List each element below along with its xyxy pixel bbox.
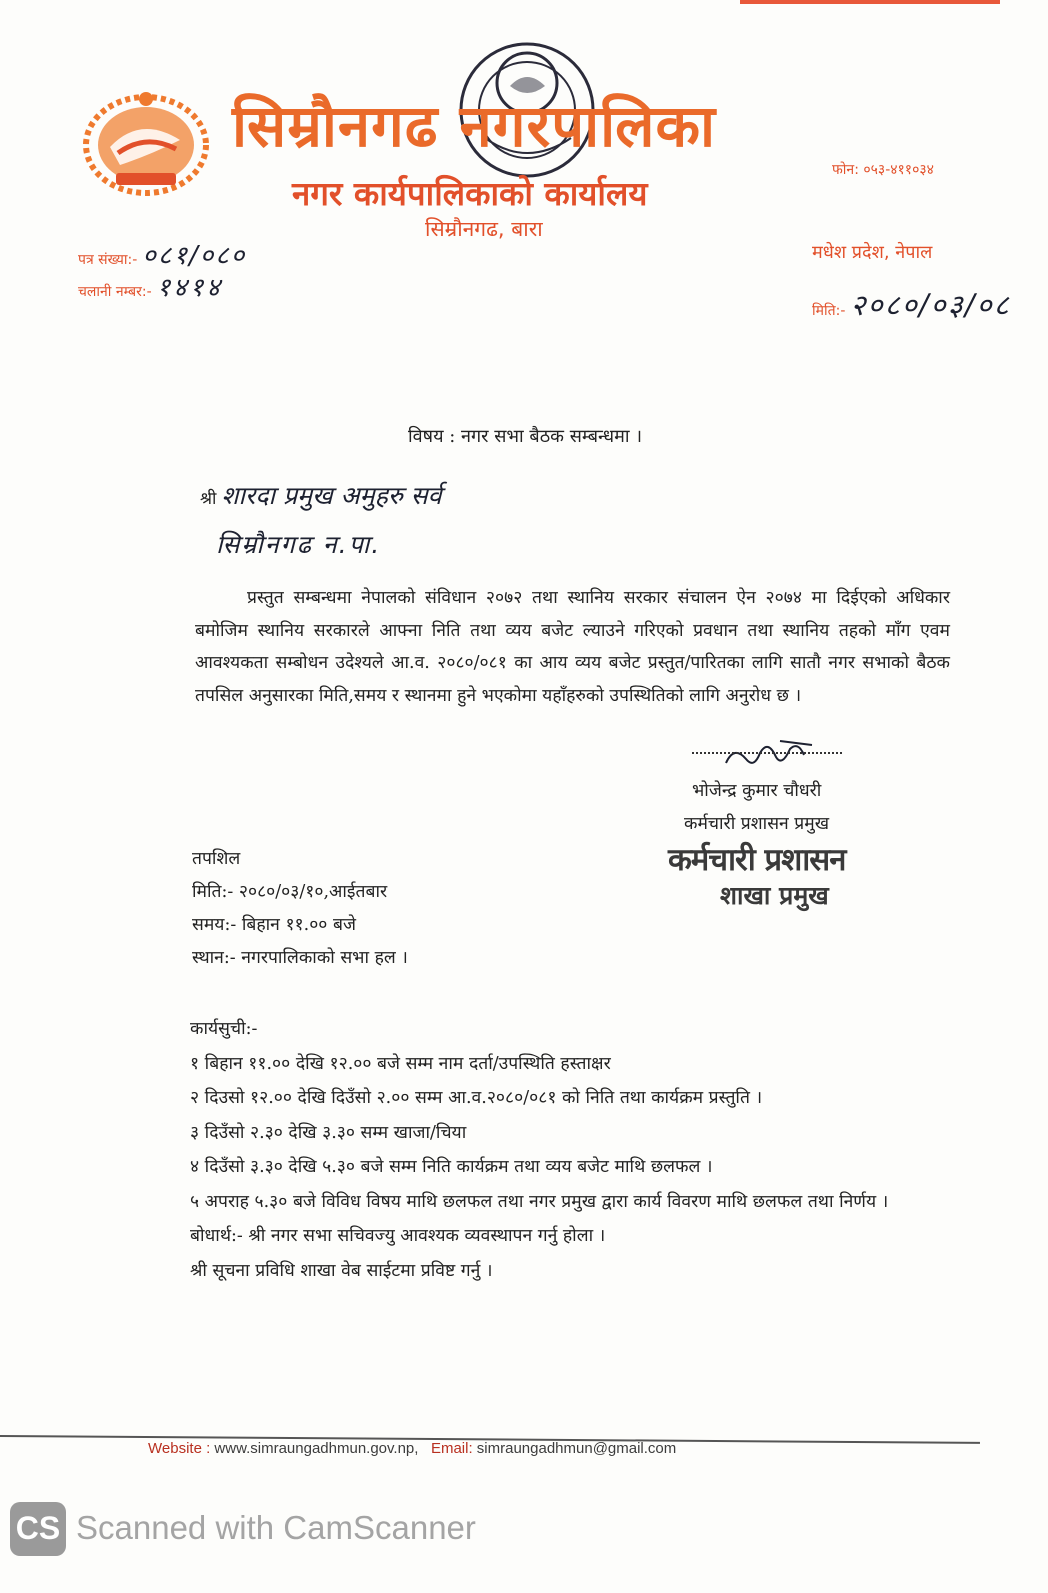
letter-number-label: पत्र संख्या:- [78,252,138,268]
schedule-venue: स्थान:- नगरपालिकाको सभा हल । [192,948,408,968]
office-stamp-line1: कर्मचारी प्रशासन [668,842,846,878]
office-subtitle: नगर कार्यपालिकाको कार्यालय [292,174,648,213]
camscanner-watermark: Scanned with CamScanner [76,1509,476,1546]
office-place: सिम्रौनगढ, बारा [425,217,543,241]
addressee-place-line [216,527,381,561]
office-stamp-line2: शाखा प्रमुख [720,881,829,910]
signer-title: कर्मचारी प्रशासन प्रमुख [684,814,830,834]
cc-note: बोधार्थ:- श्री नगर सभा सचिवज्यु आवश्यक व्यवस्थापन गर्नु होला । [190,1226,606,1246]
agenda-item: ५ अपराह ५.३० बजे विविध विषय माथि छलफल तथा नगर प्रमुख द्वारा कार्य विवरण माथि छलफल तथा निर्णय । [190,1191,889,1212]
municipality-title: सिम्रौनगढ नगरपालिका [232,92,717,160]
email-label: Email: [430,1440,473,1457]
camscanner-logo-icon [10,1502,66,1556]
top-edge-stripe [740,0,1000,4]
dispatch-number-row [78,268,223,304]
phone-number: फोन: ०५३-४११०३४ [832,162,934,178]
nepal-emblem-icon [80,85,212,197]
letter-date-row [812,285,1011,324]
signature-dotted-line [692,752,842,754]
addressee-name: शारदा प्रमुख अमुहरु सर्व [221,481,442,510]
province-name: मधेश प्रदेश, नेपाल [812,242,933,263]
cc-note: श्री सूचना प्रविधि शाखा वेब साईटमा प्रविष्ट गर्नु । [190,1260,493,1281]
letter-date-value: २०८०/०३/०८ [850,288,1011,322]
email-link[interactable]: simraungadhmun@gmail.com [476,1440,677,1457]
schedule-date: मिति:- २०८०/०३/१०,आईतबार [192,882,388,902]
schedule-heading: तपशिल [192,849,241,869]
agenda-item: १ बिहान ११.०० देखि १२.०० बजे सम्म नाम दर्ता/उपस्थिति हस्ताक्षर [190,1053,611,1074]
addressee-prefix: श्री [200,489,217,509]
addressee-place: सिम्रौनगढ न.पा. [216,530,382,559]
body-paragraph-text: प्रस्तुत सम्बन्धमा नेपालको संविधान २०७२ तथा स्थानिय सरकार संचालन ऐन २०७४ मा दिईएको अधिकार बमोजिम स्थानिय सरकारले आफ्ना निति तथा व्यय बजेट ल्याउने गरिएको प्रवधान तथा स्थानिय तहको माँग एवम आवश्यकता सम्बोधन उदेश्यले आ.व. २०८०/०८१ का आय व्यय बजेट प्रस्तुत/पारितका लागि सातौ नगर सभाको बैठक तपसिल अनुसारका मिति,समय र स्थानमा हुने भएकोमा यहाँहरुको उपस्थितिको लागि अनुरोध छ । [195,588,950,706]
letter-number-row [78,236,246,272]
letter-date-label: मिति:- [812,303,846,319]
website-label: Website : [148,1440,211,1457]
agenda-item: ३ दिउँसो २.३० देखि ३.३० सम्म खाजा/चिया [190,1122,467,1143]
agenda-item: ४ दिउँसो ३.३० देखि ५.३० बजे सम्म निति कार्यक्रम तथा व्यय बजेट माथि छलफल । [190,1157,713,1177]
signature-scribble-icon [720,735,820,773]
letter-subject: विषय : नगर सभा बैठक सम्बन्धमा । [408,426,643,447]
addressee-line [200,478,442,512]
agenda-heading: कार्यसुची:- [190,1019,258,1039]
letter-footer [148,1440,676,1457]
agenda-section [190,1012,950,1288]
camscanner-badge-text: CS [15,1510,61,1546]
dispatch-number-label: चलानी नम्बर:- [78,284,152,300]
schedule-time: समय:- बिहान ११.०० बजे [192,915,356,935]
body-paragraph [195,582,950,712]
agenda-item: २ दिउसो १२.०० देखि दिउँसो २.०० सम्म आ.व.२०८०/०८१ को निति तथा कार्यक्रम प्रस्तुति । [190,1088,763,1108]
letter-number-value: ०८१/०८० [142,241,247,271]
signer-name: भोजेन्द्र कुमार चौधरी [692,781,822,801]
website-link[interactable]: www.simraungadhmun.gov.np, [214,1440,419,1457]
dispatch-number-value: १४१४ [156,273,223,303]
